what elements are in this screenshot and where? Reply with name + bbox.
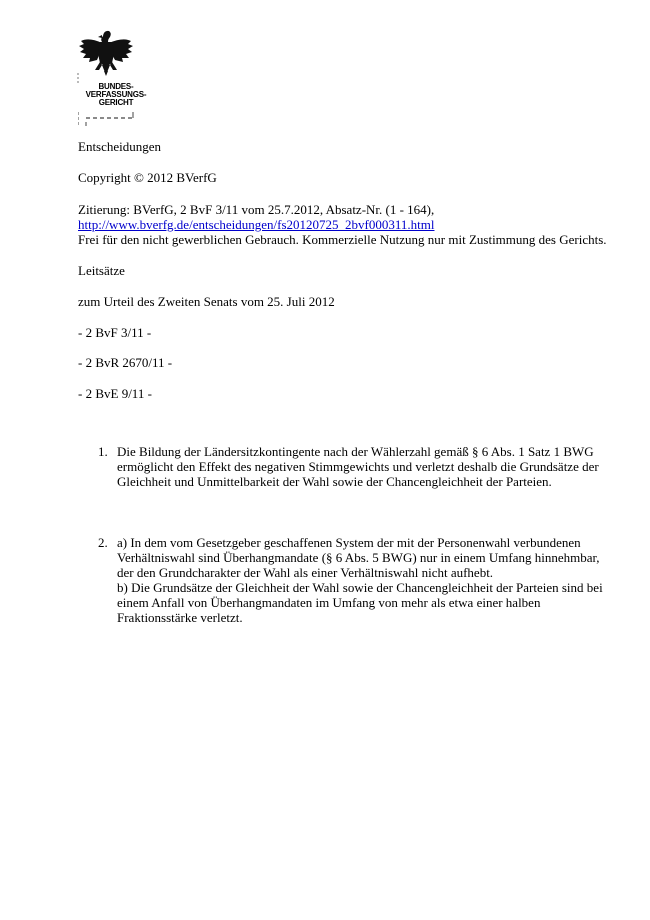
leitsatz-text-line: Fraktionsstärke verletzt. xyxy=(117,610,243,625)
leitsatz-text-line: einem Anfall von Überhangmandaten im Umfang von mehr als etwa einer halben xyxy=(117,595,541,610)
leitsatz-text-line: Gleichheit und Unmittelbarkeit der Wahl sowie der Chancengleichheit der Parteien. xyxy=(117,474,552,489)
leitsaetze-heading: Leitsätze xyxy=(78,263,125,278)
case-number-3: - 2 BvE 9/11 - xyxy=(78,386,152,401)
leitsatz-number: 1. xyxy=(98,444,108,459)
leitsatz-text-line: ermöglicht den Effekt des negativen Stimmgewichts und verletzt deshalb die Grundsätze der xyxy=(117,459,599,474)
usage-note: Frei für den nicht gewerblichen Gebrauch. Kommerzielle Nutzung nur mit Zustimmung des Gerichts. xyxy=(78,232,607,247)
court-name-line-3: GERICHT xyxy=(98,98,134,107)
decision-url-link[interactable]: http://www.bverfg.de/entscheidungen/fs20120725_2bvf000311.html xyxy=(78,217,435,232)
leitsatz-text-line: b) Die Grundsätze der Gleichheit der Wahl sowie der Chancengleichheit der Parteien sind bei xyxy=(117,580,603,595)
case-number-1: - 2 BvF 3/11 - xyxy=(78,325,152,340)
leitsatz-text-line: a) In dem vom Gesetzgeber geschaffenen System der mit der Personenwahl verbundenen xyxy=(117,535,581,550)
judgment-reference: zum Urteil des Zweiten Senats vom 25. Juli 2012 xyxy=(78,294,335,309)
court-name-line-2: VERFASSUNGS- xyxy=(85,90,147,99)
citation-line: Zitierung: BVerfG, 2 BvF 3/11 vom 25.7.2012, Absatz-Nr. (1 - 164), xyxy=(78,202,435,217)
leitsatz-text-line: Verhältniswahl sind Überhangmandate (§ 6 Abs. 5 BWG) nur in einem Umfang hinnehmbar, xyxy=(117,550,600,565)
leitsatz-item-2 xyxy=(98,535,618,625)
leitsatz-text-line: der den Grundcharakter der Wahl als einer Verhältniswahl nicht aufhebt. xyxy=(117,565,494,580)
copyright-line: Copyright © 2012 BVerfG xyxy=(78,170,217,185)
leitsatz-item-1 xyxy=(98,444,618,489)
logo-dashed-frame xyxy=(78,111,138,127)
leitsatz-number: 2. xyxy=(98,535,108,550)
court-logo xyxy=(75,27,155,127)
court-name-line-1: BUNDES- xyxy=(98,82,134,91)
court-name xyxy=(78,83,154,107)
case-number-2: - 2 BvR 2670/11 - xyxy=(78,355,173,370)
eagle-icon xyxy=(75,27,155,85)
section-heading: Entscheidungen xyxy=(78,139,162,154)
leitsatz-text-line: Die Bildung der Ländersitzkontingente nach der Wählerzahl gemäß § 6 Abs. 1 Satz 1 BWG xyxy=(117,444,594,459)
